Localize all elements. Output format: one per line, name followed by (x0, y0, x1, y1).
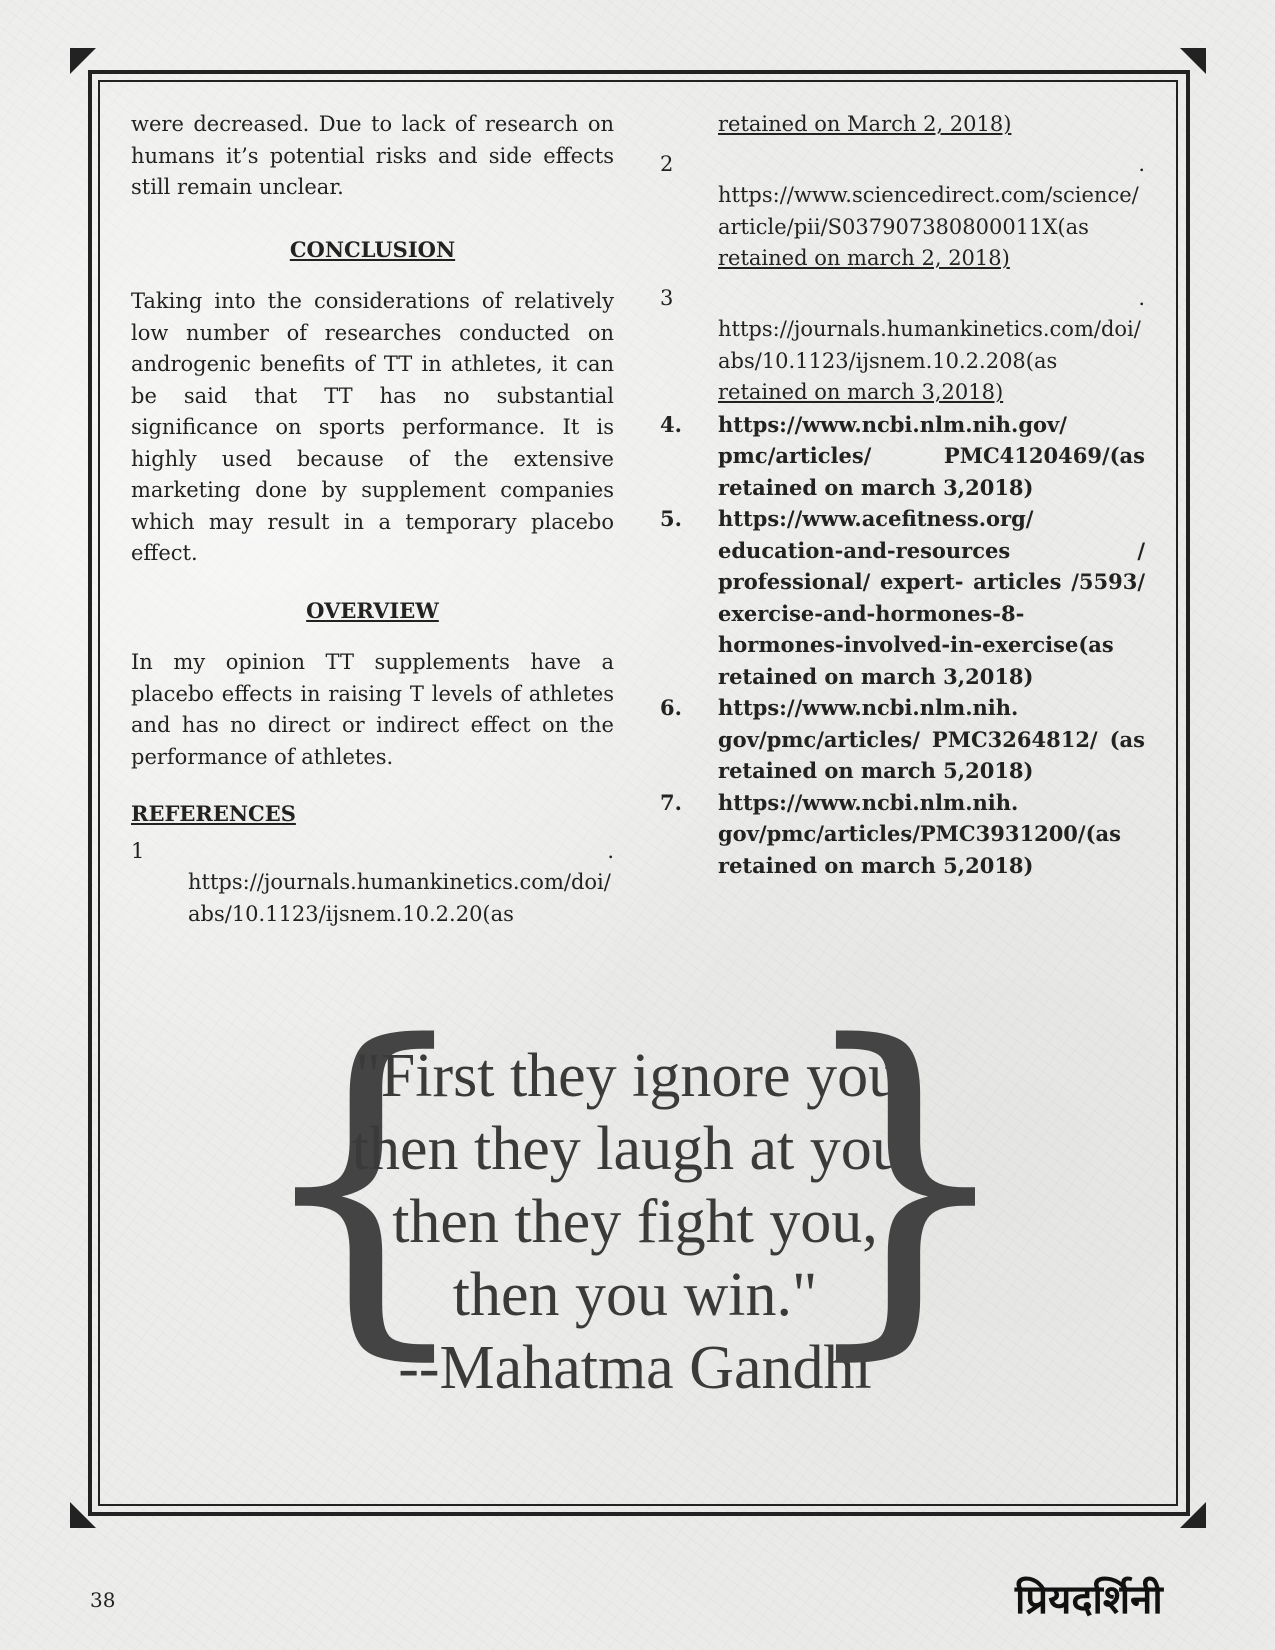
quote-line-4: then you win." (452, 1261, 818, 1329)
reference-number: 6. (660, 695, 682, 720)
reference-link[interactable]: https://www.ncbi.nlm.nih. gov/pmc/articles/ PMC3264812/ (as retained on march 5,2018) (718, 695, 1145, 783)
references-heading: REFERENCES (131, 801, 296, 826)
quote-line-3: then they fight you, (392, 1188, 878, 1256)
reference-link[interactable]: https://www.ncbi.nlm.nih. gov/pmc/articles/PMC3931200/(as retained on march 5,2018) (718, 789, 1121, 878)
reference-number: 1 (131, 838, 145, 863)
reference-7 (660, 787, 1145, 882)
reference-4 (660, 409, 1145, 504)
corner-ornament-bottom-right (1180, 1502, 1206, 1528)
right-column (660, 109, 1145, 881)
reference-link[interactable]: https://journals.humankinetics.com/doi/abs/10.1123/ijsnem.10.2.20(as (188, 870, 611, 926)
reference-2 (660, 149, 1145, 275)
conclusion-paragraph: Taking into the considerations of relatively low number of researches conducted on androgenic benefits of TT in athletes, it can be said that TT has no substantial significance on sports performance. It is highly used because of the extensive marketing done by supplement companies which may result in a temporary placebo effect. (131, 289, 614, 565)
reference-number: 2 (660, 151, 674, 176)
corner-ornament-bottom-left (70, 1502, 96, 1528)
overview-heading: OVERVIEW (306, 597, 439, 623)
corner-ornament-top-right (1180, 48, 1206, 74)
reference-number: 3 (660, 285, 674, 310)
quote-author: --Mahatma Gandhi (398, 1334, 872, 1402)
magazine-masthead: प्रियदर्शिनी (1015, 1577, 1163, 1623)
reference-retained-date: retained on march 2, 2018) (718, 246, 1010, 270)
right-brace: } (790, 970, 1020, 1389)
reference-retained-date: retained on March 2, 2018) (718, 112, 1012, 136)
reference-dot: . (607, 838, 614, 863)
reference-5 (660, 503, 1145, 692)
overview-paragraph: In my opinion TT supplements have a placebo effects in raising T levels of athletes and has no direct or indirect effect on the performance of athletes. (131, 650, 614, 769)
reference-number: 7. (660, 789, 682, 815)
reference-6 (660, 692, 1145, 787)
quote-block (250, 970, 1020, 1430)
reference-link[interactable]: https://www.ncbi.nlm.nih.gov/ pmc/articles/ PMC4120469/(as retained on march 3,2018) (718, 411, 1145, 500)
quote-line-1: "First they ignore you, (355, 1042, 915, 1110)
reference-dot: . (1138, 151, 1145, 176)
reference-number: 4. (660, 411, 682, 437)
conclusion-heading: CONCLUSION (289, 236, 456, 262)
quote-line-2: then they laugh at you, (351, 1115, 919, 1183)
left-column (131, 109, 614, 930)
reference-1 (131, 836, 614, 931)
reference-link[interactable]: https://www.acefitness.org/ education-and-resources / professional/ expert- articles /5593/ exercise-and-hormones-8- hormones-involved-in-exercise(as retained on march 3,2018) (718, 506, 1145, 689)
left-brace: { (250, 970, 480, 1389)
reference-link[interactable]: https://journals.humankinetics.com/doi/abs/10.1123/ijsnem.10.2.208(as (718, 317, 1141, 373)
reference-dot: . (1138, 285, 1145, 310)
reference-link[interactable]: https://www.sciencedirect.com/science/article/pii/S037907380800011X(as (718, 183, 1139, 239)
reference-3 (660, 283, 1145, 409)
corner-ornament-top-left (70, 48, 96, 74)
reference-1-continued (660, 109, 1145, 141)
reference-retained-date: retained on march 3,2018) (718, 380, 1004, 404)
intro-paragraph: were decreased. Due to lack of research on humans it’s potential risks and side effects still remain unclear. (131, 112, 614, 199)
page-number: 38 (90, 1588, 116, 1612)
reference-number: 5. (660, 506, 682, 531)
